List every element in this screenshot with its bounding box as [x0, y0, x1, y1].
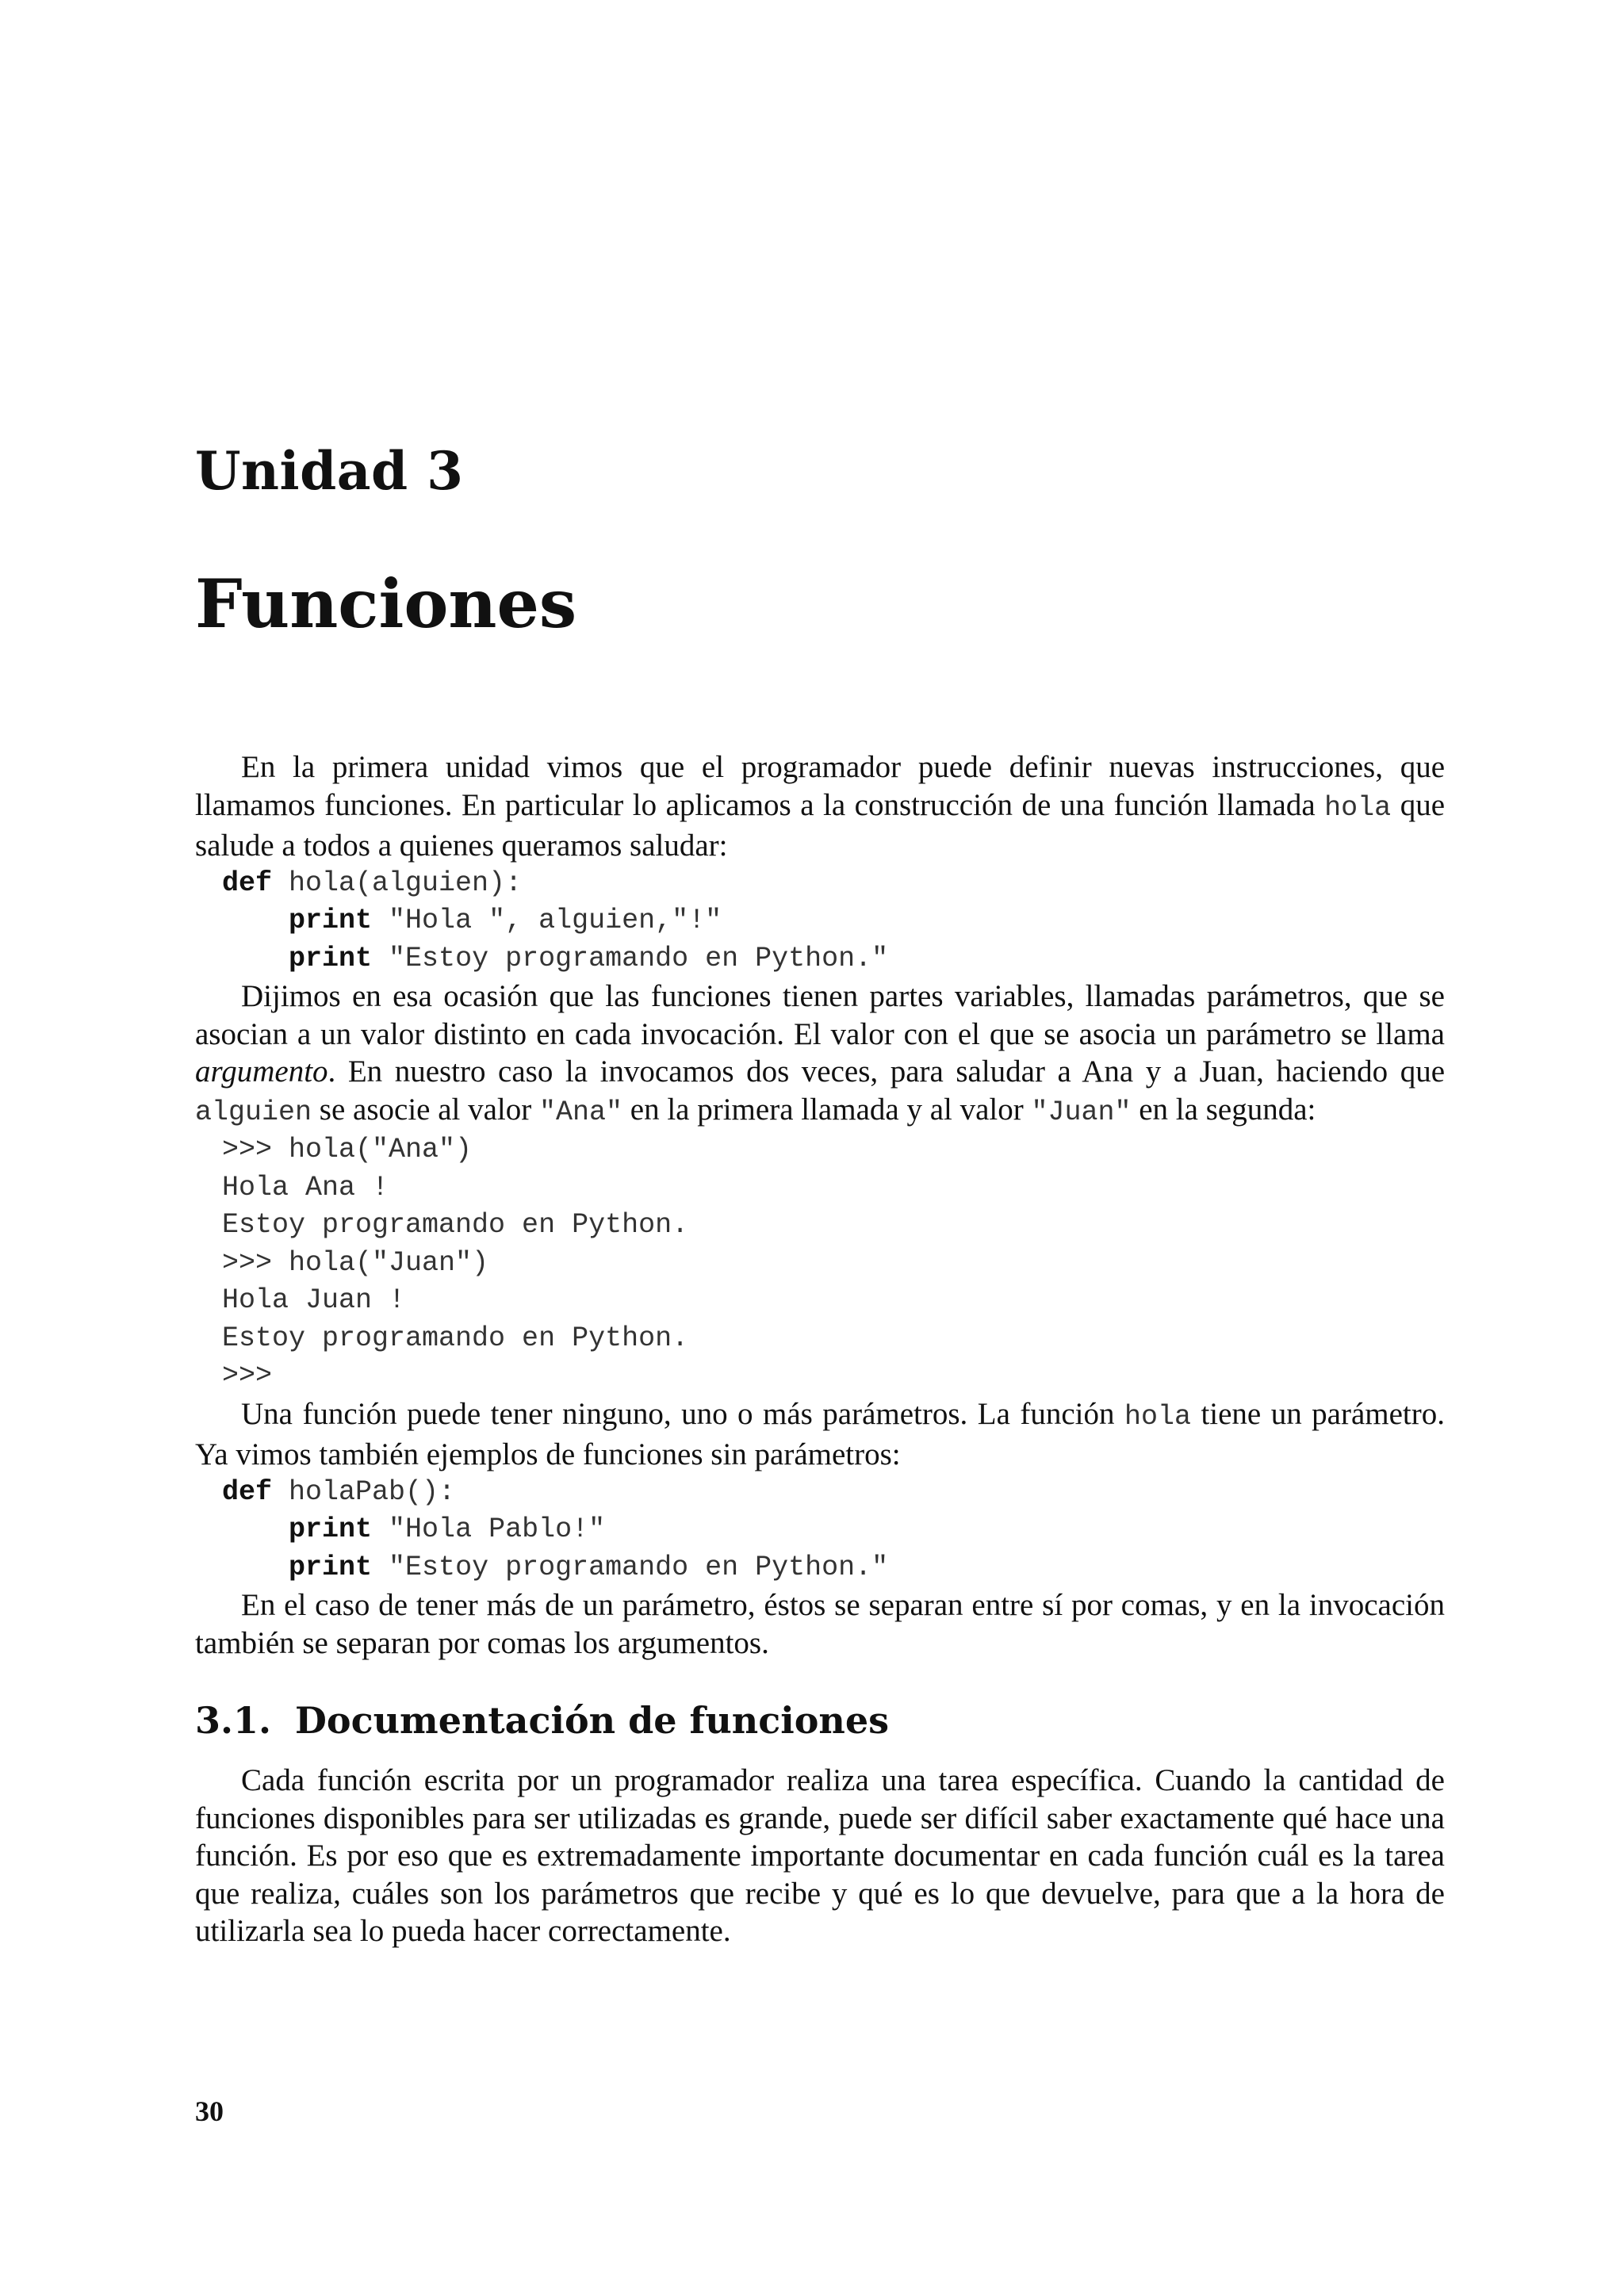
- emphasis: argumento: [195, 1054, 328, 1089]
- code-block-holapab: [195, 1474, 1445, 1587]
- section-number: 3.1.: [195, 1699, 272, 1742]
- code-indent: [222, 905, 289, 936]
- body-text: [195, 748, 1445, 1950]
- code-block-hola: [195, 865, 1445, 978]
- code-text: "Estoy programando en Python.": [372, 1551, 889, 1583]
- text-span: . En nuestro caso la invocamos dos veces, para saludar a Ana y a Juan, haciendo que: [327, 1054, 1445, 1089]
- unit-label: Unidad 3: [195, 440, 464, 502]
- paragraph-documentation: Cada función escrita por un programador realiza una tarea específica. Cuando la cantidad de funciones disponibles para ser utilizadas es grande, puede ser difícil saber exactamente qué hace una función. Es por eso que es extremadamente importante documentar en cada función cuál es la tarea que realiza, cuáles son los parámetros que recibe y qué es lo que devuelve, para que a la hora de utilizarla sea lo pueda hacer correctamente.: [195, 1763, 1445, 1948]
- code-text: "Hola Pablo!": [372, 1513, 606, 1545]
- paragraph-multiple-params: En el caso de tener más de un parámetro, éstos se separan entre sí por comas, y en la invocación también se separan por comas los argumentos.: [195, 1588, 1445, 1660]
- code-indent: [222, 1552, 289, 1583]
- code-keyword: print: [289, 1513, 373, 1545]
- code-keyword: print: [289, 905, 373, 936]
- code-text: "Estoy programando en Python.": [372, 942, 889, 974]
- inline-code: "Juan": [1031, 1096, 1132, 1128]
- inline-code: alguien: [195, 1096, 312, 1128]
- text-span: Una función puede tener ninguno, uno o más parámetros. La función: [241, 1396, 1124, 1431]
- code-keyword: def: [222, 867, 273, 899]
- text-span: se asocie al valor: [312, 1092, 539, 1127]
- chapter-title: Funciones: [195, 564, 577, 643]
- section-title: Documentación de funciones: [295, 1699, 889, 1742]
- text-span: en la segunda:: [1131, 1092, 1316, 1127]
- code-keyword: def: [222, 1475, 273, 1508]
- code-text: hola(alguien):: [272, 867, 523, 899]
- inline-code: hola: [1124, 1400, 1191, 1433]
- code-text: holaPab():: [272, 1475, 456, 1508]
- paragraph-parameters: [195, 978, 1445, 1131]
- code-line: Estoy programando en Python.: [222, 1322, 689, 1354]
- code-line: Estoy programando en Python.: [222, 1209, 689, 1241]
- code-line: Hola Ana !: [222, 1171, 389, 1203]
- code-line: Hola Juan !: [222, 1284, 406, 1316]
- code-indent: [222, 1513, 289, 1545]
- text-span: tiene un parámetro. Ya vimos también ejemplos de funciones sin parámetros:: [195, 1396, 1445, 1471]
- code-line: >>>: [222, 1360, 273, 1391]
- inline-code: hola: [1324, 791, 1392, 824]
- text-span: Dijimos en esa ocasión que las funciones tienen partes variables, llamadas parámetros, que se asocian a un valor distinto en cada invocación. El valor con el que se asocia un parámetro se llama: [195, 979, 1445, 1051]
- code-keyword: print: [289, 942, 373, 974]
- code-indent: [222, 943, 289, 974]
- section-heading: [195, 1697, 1445, 1744]
- page-number: 30: [195, 2095, 224, 2127]
- code-keyword: print: [289, 1551, 373, 1583]
- paragraph-param-count: [195, 1395, 1445, 1474]
- text-span: que salude a todos a quienes queramos saludar:: [195, 787, 1446, 863]
- code-line: >>> hola("Juan"): [222, 1246, 489, 1279]
- code-line: >>> hola("Ana"): [222, 1134, 473, 1165]
- text-span: En la primera unidad vimos que el programador puede definir nuevas instrucciones, que llamamos funciones. En particular lo aplicamos a la construcción de una función llamada: [195, 750, 1445, 822]
- code-block-session: [195, 1131, 1445, 1395]
- inline-code: "Ana": [539, 1096, 623, 1128]
- code-text: "Hola ", alguien,"!": [372, 905, 722, 936]
- text-span: en la primera llamada y al valor: [622, 1092, 1032, 1127]
- paragraph-intro: [195, 748, 1445, 865]
